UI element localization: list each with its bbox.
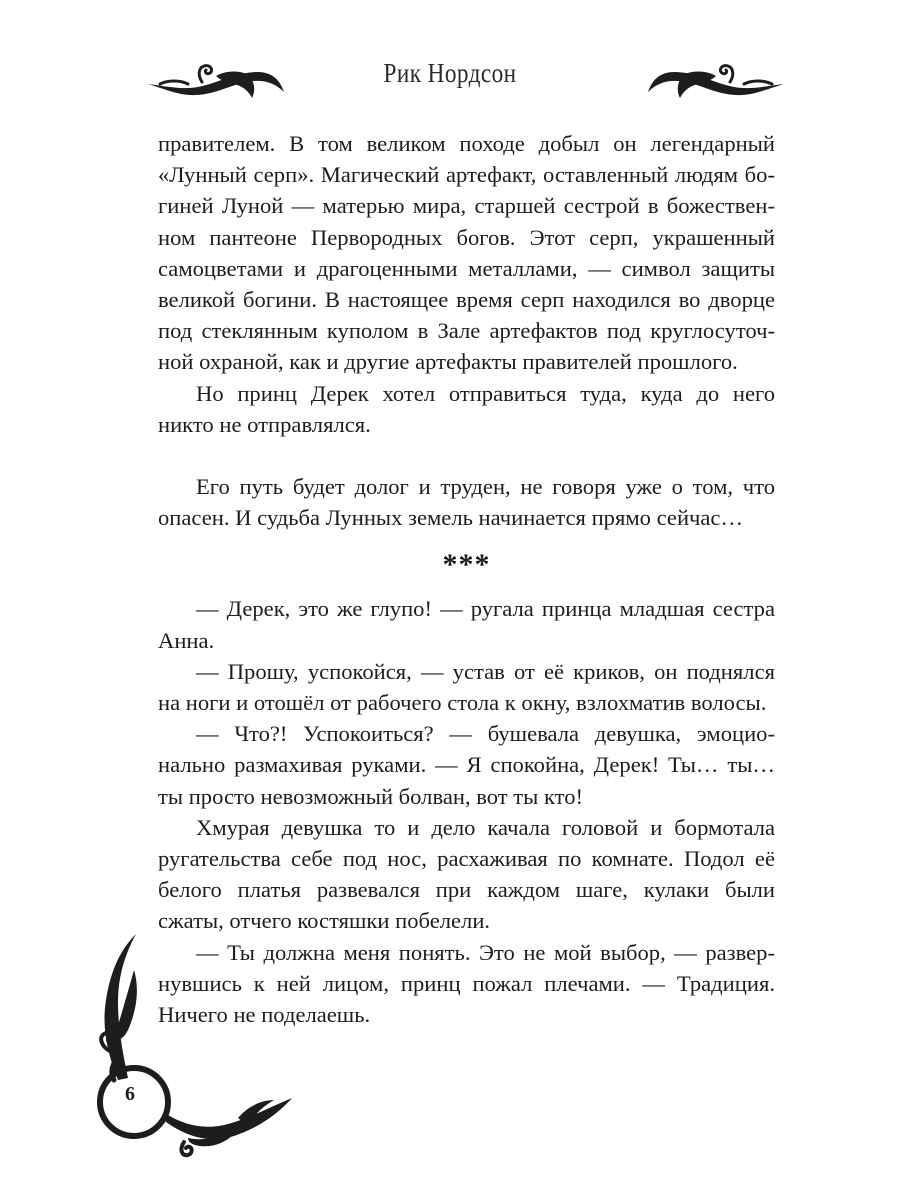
text-line: нувшись к ней лицом, принц пожал плечами. — Традиция. (158, 970, 775, 996)
page-number: 6 (125, 1083, 135, 1105)
text-line: Но принц Дерек хотел отправиться туда, куда до него (196, 380, 775, 406)
text-line: правителем. В том великом походе добыл он легендарный (158, 131, 775, 156)
text-line: ном пантеоне Первородных богов. Этот серп, украшенный (158, 224, 775, 250)
text-line: — Прошу, успокойся, — устав от её криков, он поднялся (196, 658, 775, 684)
text-line: нально размахивая руками. — Я спокойна, Дерек! Ты… ты… (158, 752, 775, 778)
text-line: ной охраной, как и другие артефакты правителей прошлого. (158, 349, 738, 375)
section-separator: *** (442, 548, 491, 582)
paragraph (158, 812, 775, 937)
text-line: Хмурая девушка то и дело качала головой и бормотала (196, 814, 775, 840)
text-line: белого платья развевался при каждом шаге, кулаки были (158, 877, 775, 903)
text-line: — Что?! Успокоиться? — бушевала девушка, эмоцио- (196, 721, 775, 747)
text-line: — Ты должна меня понять. Это не мой выбор, — развер- (196, 939, 775, 965)
paragraph (158, 378, 775, 440)
text-line: ругательства себе под нос, расхаживая по комнате. Подол её (158, 845, 775, 871)
text-line: ты просто невозможный болван, вот ты кто! (158, 783, 584, 809)
paragraph (158, 718, 775, 812)
paragraph-gap (158, 440, 775, 471)
text-line: Анна. (158, 627, 215, 653)
paragraph (158, 471, 775, 533)
text-line: Его путь будет долог и труден, не говоря уже о том, что (196, 474, 775, 500)
running-header-author: Рик Нордсон (383, 58, 517, 88)
page-header (0, 56, 900, 106)
text-line: опасен. И судьба Лунных земель начинается прямо сейчас… (158, 505, 744, 531)
text-line: самоцветами и драгоценными металлами, — символ защиты (158, 255, 775, 281)
paragraph (158, 593, 775, 655)
paragraph (158, 128, 775, 378)
page-body-text (158, 128, 775, 1030)
text-line: сжаты, отчего костяшки побелели. (158, 908, 491, 934)
text-line: гиней Луной — матерью мира, старшей сестрой в божествен- (158, 193, 775, 219)
text-line: — Дерек, это же глупо! — ругала принца младшая сестра (196, 596, 775, 622)
text-line: никто не отправлялся. (158, 411, 371, 437)
text-line: «Лунный серп». Магический артефакт, оставленный людям бо- (158, 162, 775, 188)
paragraph (158, 656, 775, 718)
flourish-icon (646, 62, 786, 102)
corner-vine-icon (88, 930, 318, 1160)
text-line: под стеклянным куполом в Зале артефактов под круглосуточ- (158, 318, 775, 344)
text-line: великой богини. В настоящее время серп находился во дворце (158, 286, 775, 312)
text-line: на ноги и отошёл от рабочего стола к окну, взлохматив волосы. (158, 690, 767, 715)
text-line: Ничего не поделаешь. (158, 1001, 371, 1027)
